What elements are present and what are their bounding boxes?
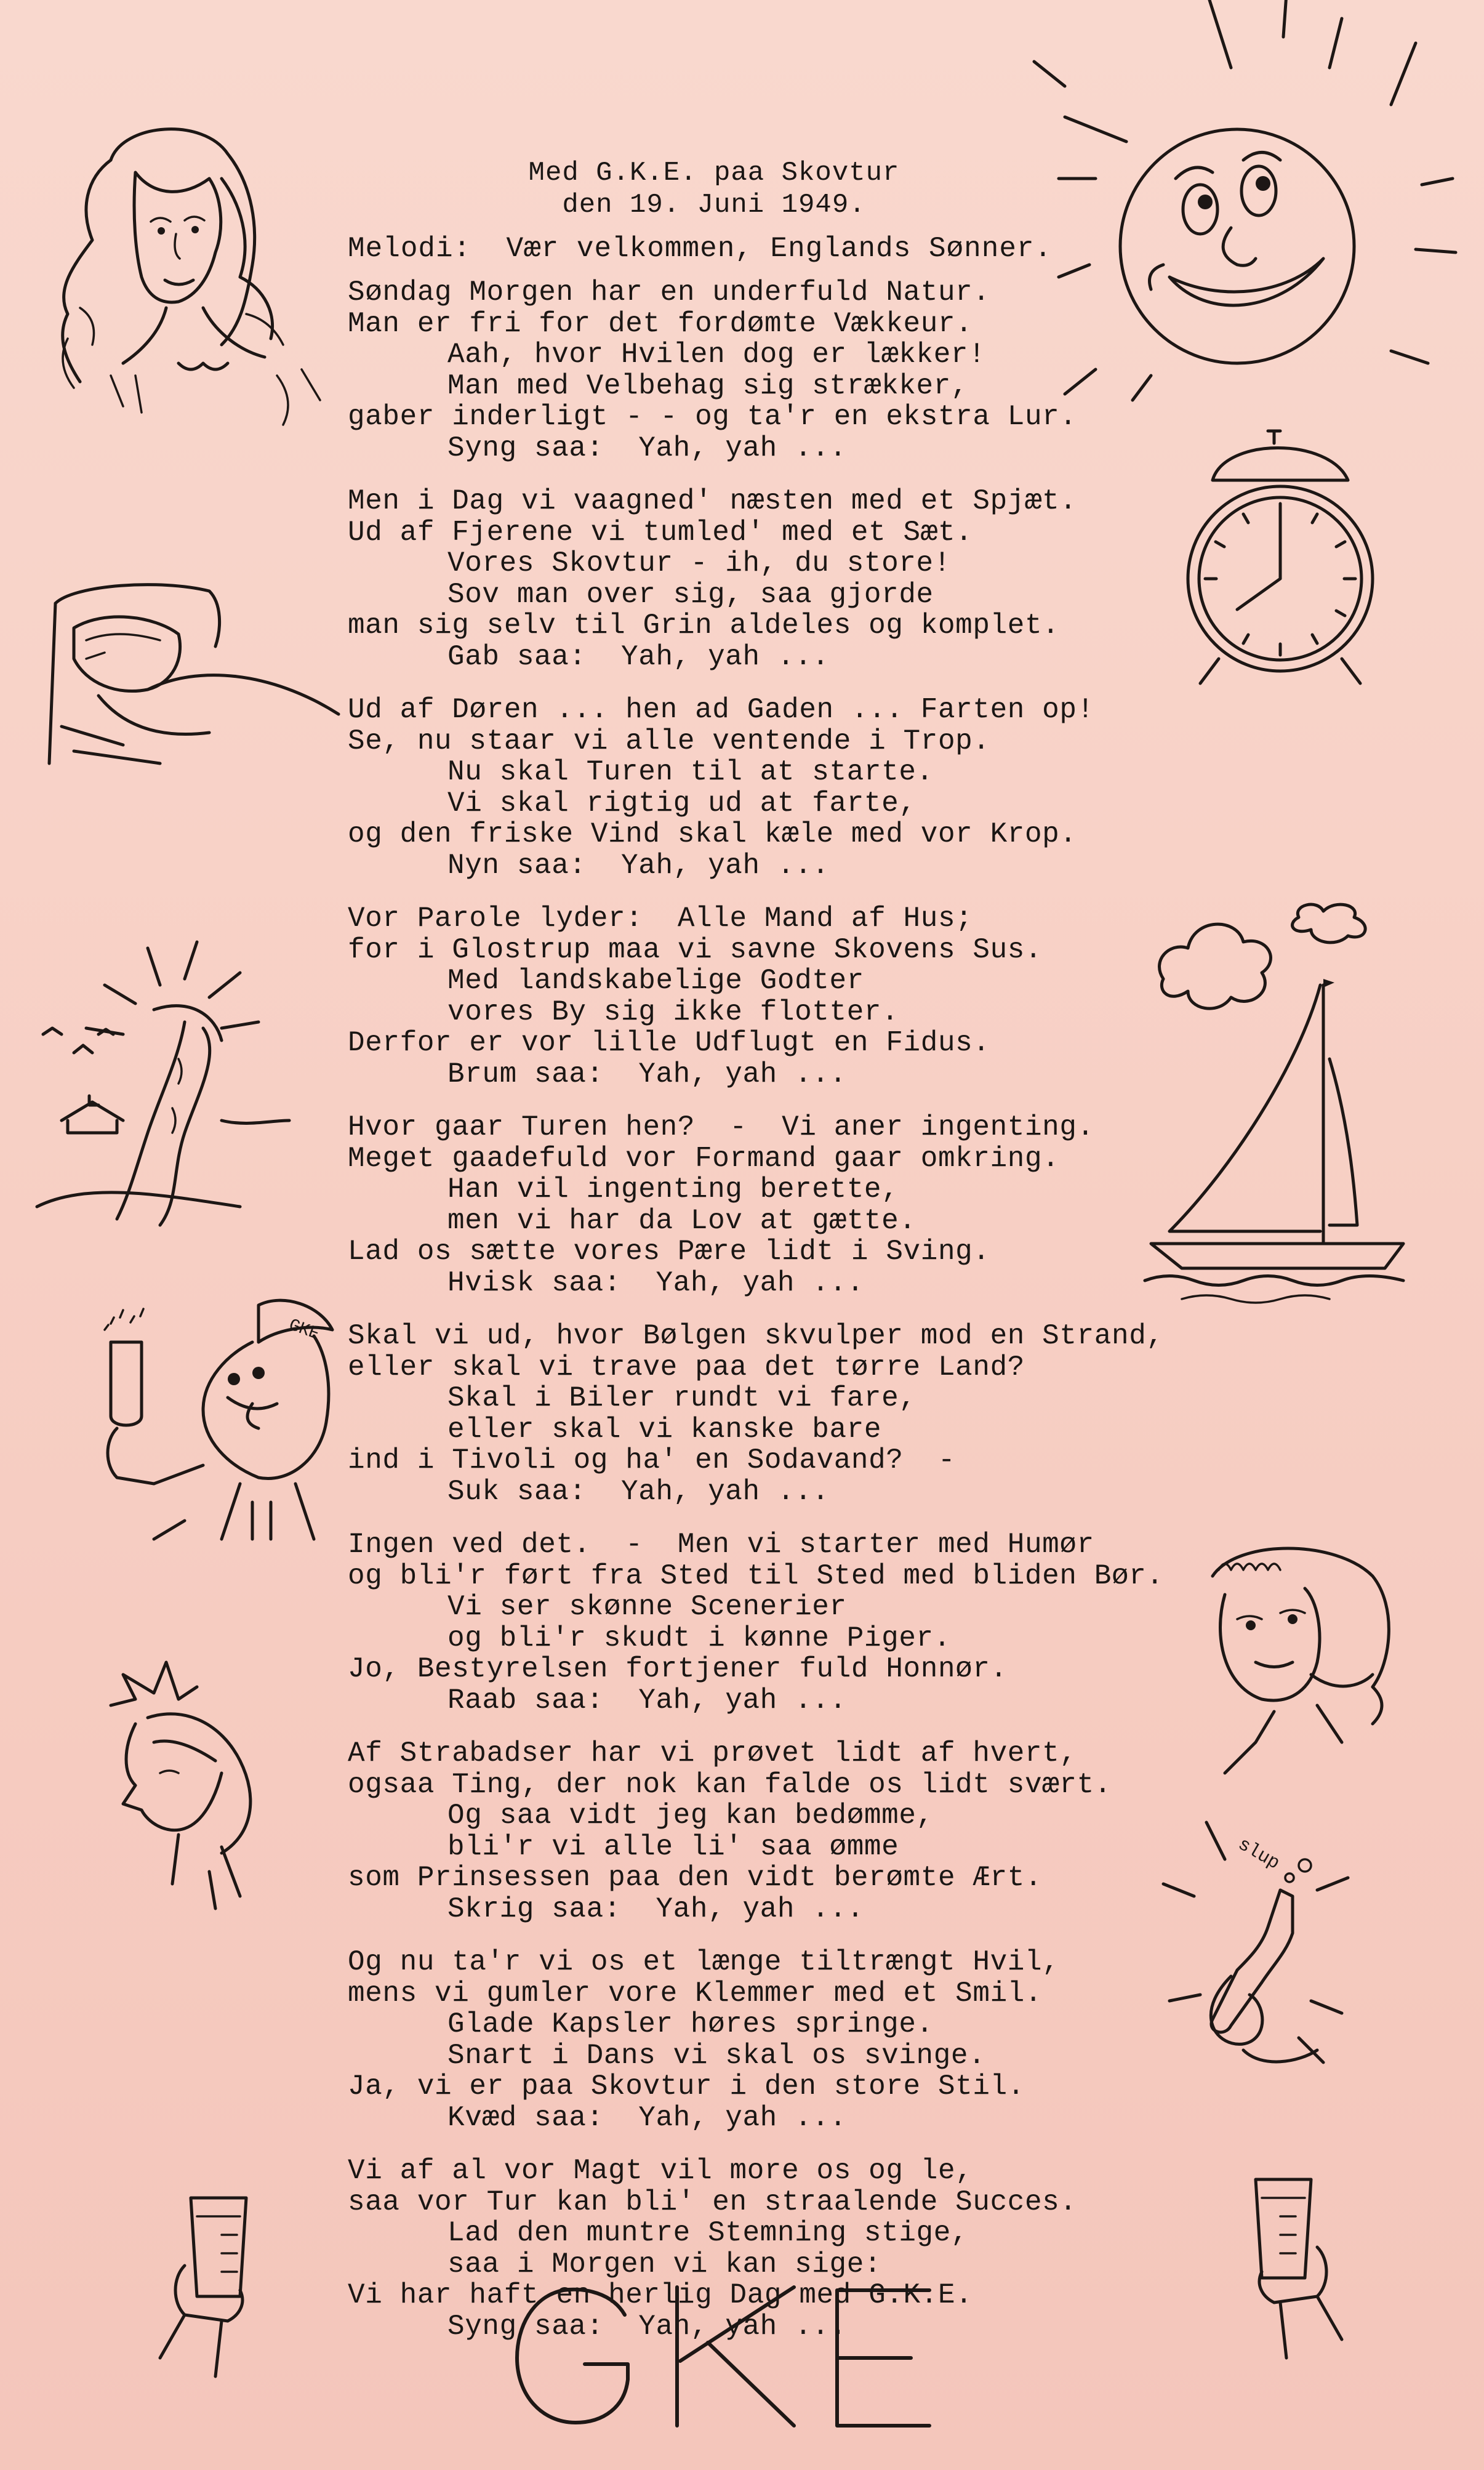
verse (348, 1321, 1197, 1507)
song-verses (348, 277, 1197, 2364)
verse-line: Man er fri for det fordømte Vækkeur. (348, 307, 973, 340)
song-header (345, 157, 1083, 221)
woman-sideways-illustration (1200, 1539, 1410, 1801)
verse-refrain: Kvæd saa: Yah, yah ... (447, 2101, 847, 2134)
verse-refrain: Suk saa: Yah, yah ... (447, 1475, 830, 1508)
verse-line: bli'r vi alle li' saa ømme (447, 1830, 899, 1863)
verse-line: Glade Kapsler høres springe. (447, 2008, 934, 2040)
verse-line: Hvor gaar Turen hen? - Vi aner ingenting. (348, 1111, 1094, 1143)
verse-line: Ud af Fjerene vi tumled' med et Sæt. (348, 516, 973, 549)
verse-line: Han vil ingenting berette, (447, 1173, 899, 1205)
song-date: den 19. Juni 1949. (562, 190, 866, 220)
man-with-cap-illustration (92, 1281, 388, 1561)
verse-line: mens vi gumler vore Klemmer med et Smil. (348, 1977, 1043, 2009)
verse-line: Vor Parole lyder: Alle Mand af Hus; (348, 903, 973, 935)
verse-line: vores By sig ikke flotter. (447, 996, 899, 1028)
verse-line: man sig selv til Grin aldeles og komplet. (348, 609, 1060, 642)
verse-line: Aah, hvor Hvilen dog er lækker! (447, 339, 986, 371)
verse-line: eller skal vi trave paa det tørre Land? (348, 1351, 1025, 1383)
verse-line: men vi har da Lov at gætte. (447, 1204, 916, 1237)
smiling-sun-illustration (997, 6, 1477, 409)
verse-refrain: Gab saa: Yah, yah ... (447, 640, 830, 673)
verse (348, 1529, 1197, 1716)
bottle-sound-text: slup (1234, 1834, 1283, 1875)
verse-line: Men i Dag vi vaagned' næsten med et Spjæt. (348, 485, 1077, 517)
verse-refrain: Syng saa: Yah, yah ... (447, 432, 847, 464)
verse-refrain: Nyn saa: Yah, yah ... (447, 849, 830, 882)
verse-line: saa i Morgen vi kan sige: (447, 2248, 882, 2280)
verse-refrain: Skrig saa: Yah, yah ... (447, 1893, 864, 1925)
verse (348, 694, 1197, 881)
song-title: Med G.K.E. paa Skovtur (528, 158, 900, 188)
verse (348, 903, 1197, 1090)
verse-line: ogsaa Ting, der nok kan falde os lidt svært. (348, 1768, 1112, 1801)
verse-refrain: Syng saa: Yah, yah ... (447, 2310, 847, 2343)
verse-line: Ja, vi er paa Skovtur i den store Stil. (348, 2070, 1025, 2102)
verse-line: Søndag Morgen har en underfuld Natur. (348, 276, 990, 308)
sunbathing-scene-illustration (37, 936, 295, 1247)
verse-line: saa vor Tur kan bli' en straalende Succes. (348, 2186, 1077, 2218)
verse-refrain: Hvisk saa: Yah, yah ... (447, 1266, 864, 1299)
verse-line: Nu skal Turen til at starte. (447, 756, 934, 788)
verse-line: Vi ser skønne Scenerier (447, 1591, 847, 1623)
verse-line: eller skal vi kanske bare (447, 1413, 882, 1446)
verse-line: Ingen ved det. - Men vi starter med Humør (348, 1529, 1094, 1561)
verse-line: Sov man over sig, saa gjorde (447, 578, 934, 611)
verse (348, 1738, 1197, 1925)
verse-line: og bli'r skudt i kønne Piger. (447, 1622, 951, 1654)
hand-glass-left-illustration (148, 2192, 271, 2392)
verse (348, 1112, 1197, 1298)
princess-illustration (98, 1650, 283, 1949)
verse-line: Derfor er vor lille Udflugt en Fidus. (348, 1027, 990, 1059)
verse-line: Vi af al vor Magt vil more os og le, (348, 2155, 973, 2187)
verse-line: ind i Tivoli og ha' en Sodavand? - (348, 1444, 956, 1476)
verse-line: Skal vi ud, hvor Bølgen skvulper mod en Strand, (348, 1320, 1164, 1352)
melody-line: Melodi: Vær velkommen, Englands Sønner. (348, 233, 1053, 265)
bed-pillow-illustration (37, 566, 357, 791)
verse-line: Man med Velbehag sig strækker, (447, 369, 969, 402)
man-drinking-bottle-illustration (1157, 1816, 1403, 2090)
verse-line: Og saa vidt jeg kan bedømme, (447, 1800, 934, 1832)
verse-refrain: Brum saa: Yah, yah ... (447, 1058, 847, 1090)
woman-portrait-illustration (18, 105, 363, 453)
verse-line: Snart i Dans vi skal os svinge. (447, 2039, 986, 2072)
verse-line: og den friske Vind skal kæle med vor Krop. (348, 818, 1077, 850)
verse (348, 1947, 1197, 2133)
verse-line: Vi har haft en herlig Dag med G.K.E. (348, 2279, 973, 2311)
verse-line: Og nu ta'r vi os et længe tiltrængt Hvil, (348, 1946, 1060, 1978)
verse-line: Vores Skovtur - ih, du store! (447, 547, 951, 579)
verse-line: for i Glostrup maa vi savne Skovens Sus. (348, 933, 1043, 966)
verse-line: Meget gaadefuld vor Formand gaar omkring. (348, 1142, 1060, 1175)
verse-line: Vi skal rigtig ud at farte, (447, 787, 916, 819)
verse-line: gaber inderligt - - og ta'r en ekstra Lur. (348, 401, 1077, 433)
verse-line: Lad den muntre Stemning stige, (447, 2217, 969, 2249)
verse-line: som Prinsessen paa den vidt berømte Ært. (348, 1862, 1043, 1894)
verse-line: Med landskabelige Godter (447, 965, 864, 997)
verse-line: og bli'r ført fra Sted til Sted med bliden Bør. (348, 1559, 1164, 1592)
verse (348, 486, 1197, 672)
verse-refrain: Raab saa: Yah, yah ... (447, 1684, 847, 1716)
verse-line: Af Strabadser har vi prøvet lidt af hvert, (348, 1737, 1077, 1769)
cap-letters: GKE (286, 1316, 322, 1345)
verse-line: Skal i Biler rundt vi fare, (447, 1382, 916, 1414)
verse-line: Jo, Bestyrelsen fortjener fuld Honnør. (348, 1653, 1008, 1685)
gke-logo (505, 2278, 948, 2438)
hand-glass-right-illustration (1237, 2173, 1360, 2373)
verse-line: Se, nu staar vi alle ventende i Trop. (348, 725, 990, 757)
verse-line: Lad os sætte vores Pære lidt i Sving. (348, 1236, 990, 1268)
verse-line: Ud af Døren ... hen ad Gaden ... Farten op! (348, 694, 1094, 726)
alarm-clock-illustration (1176, 425, 1385, 699)
sailboat-illustration (1145, 973, 1428, 1308)
